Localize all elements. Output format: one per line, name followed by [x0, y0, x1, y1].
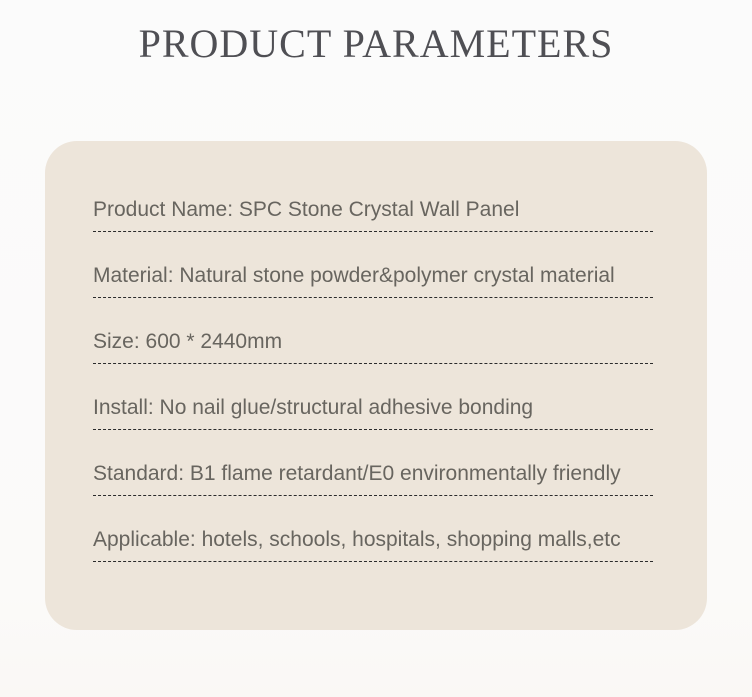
parameter-row-standard: Standard: B1 flame retardant/E0 environmentally friendly — [93, 462, 653, 496]
parameter-row-install: Install: No nail glue/structural adhesive bonding — [93, 396, 653, 430]
page-title: PRODUCT PARAMETERS — [138, 21, 614, 66]
parameter-row-size: Size: 600 * 2440mm — [93, 330, 653, 364]
parameter-row-material: Material: Natural stone powder&polymer crystal material — [93, 264, 653, 298]
parameters-card — [45, 141, 707, 630]
parameter-row-applicable: Applicable: hotels, schools, hospitals, shopping malls,etc — [93, 528, 653, 562]
parameter-row-product-name: Product Name: SPC Stone Crystal Wall Panel — [93, 198, 653, 232]
